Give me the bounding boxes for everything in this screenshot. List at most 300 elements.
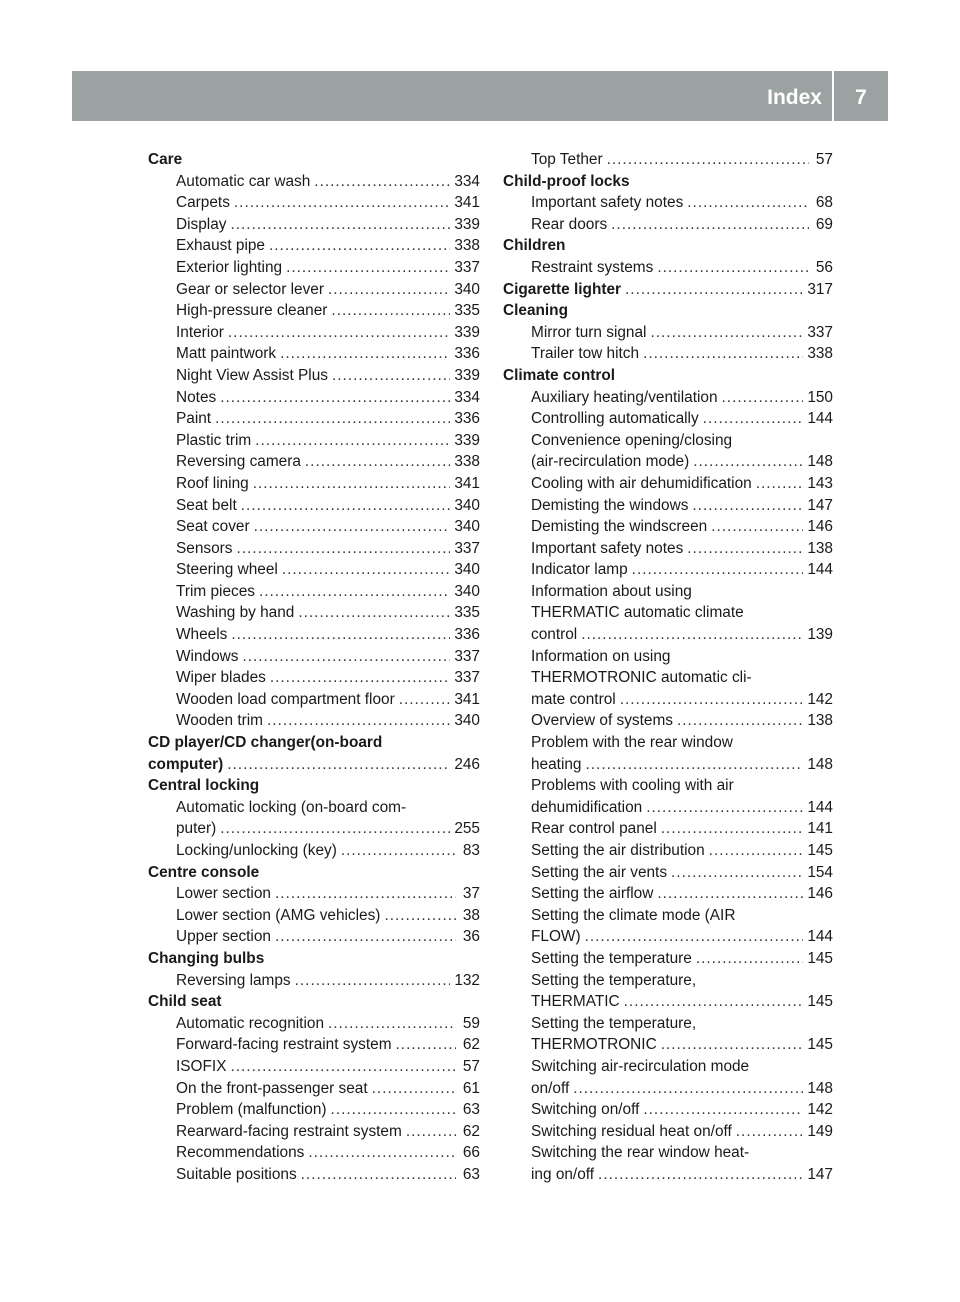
- dot-leader: [709, 840, 804, 862]
- dot-leader: [650, 322, 803, 344]
- index-subentry: [503, 905, 833, 927]
- entry-text: Automatic locking (on-board com-: [176, 798, 407, 816]
- index-subentry: [148, 905, 480, 927]
- entry-text: Lower section: [176, 885, 271, 903]
- index-subentry: [503, 624, 833, 646]
- entry-text: THERMATIC automatic climate: [531, 604, 744, 622]
- entry-text: Trailer tow hitch: [531, 345, 640, 363]
- dot-leader: [308, 1142, 456, 1164]
- index-subentry: [148, 1121, 480, 1143]
- entry-text: ing on/off: [531, 1165, 595, 1183]
- index-subentry: [503, 948, 833, 970]
- index-subentry: [148, 235, 480, 257]
- entry-text: Wooden load compartment floor: [176, 690, 395, 708]
- page-reference[interactable]: 317: [807, 280, 833, 298]
- index-subentry: [148, 624, 480, 646]
- page-reference[interactable]: 57: [815, 151, 833, 168]
- index-subentry: [503, 667, 833, 689]
- dot-leader: [255, 430, 450, 452]
- entry-text: Paint: [176, 410, 212, 428]
- entry-text: Setting the air vents: [531, 863, 668, 881]
- entry-text: Indicator lamp: [531, 561, 628, 579]
- entry-text: Auxiliary heating/ventilation: [531, 388, 718, 406]
- page-reference[interactable]: 149: [807, 1122, 833, 1140]
- dot-leader: [231, 624, 450, 646]
- page-reference[interactable]: 144: [807, 798, 833, 816]
- index-subentry: [503, 862, 833, 884]
- entry-text: Central locking: [148, 777, 260, 795]
- page-reference[interactable]: 334: [454, 172, 480, 190]
- entry-text: Suitable positions: [176, 1165, 297, 1183]
- entry-text: Rearward-facing restraint system: [176, 1122, 402, 1140]
- dot-leader: [736, 1121, 804, 1143]
- index-subentry: [148, 365, 480, 387]
- index-subentry: [503, 516, 833, 538]
- index-subentry: [503, 495, 833, 517]
- page-reference[interactable]: 146: [807, 518, 833, 536]
- page-reference[interactable]: 154: [807, 863, 833, 881]
- index-subentry: [148, 387, 480, 409]
- page-reference[interactable]: 142: [807, 690, 833, 708]
- index-subentry: [148, 840, 480, 862]
- entry-text: Setting the temperature,: [531, 971, 697, 989]
- index-subentry: [503, 473, 833, 495]
- entry-text: Important safety notes: [531, 539, 684, 557]
- dot-leader: [254, 516, 451, 538]
- page-reference[interactable]: 246: [454, 755, 480, 773]
- dot-leader: [234, 192, 450, 214]
- page-reference[interactable]: 61: [462, 1079, 480, 1097]
- dot-leader: [646, 797, 803, 819]
- page-reference[interactable]: 340: [454, 518, 480, 536]
- entry-text: On the front-passenger seat: [176, 1079, 368, 1097]
- page-reference[interactable]: 337: [454, 647, 480, 665]
- page-reference[interactable]: 336: [454, 410, 480, 428]
- section-title: Index: [767, 86, 822, 109]
- dot-leader: [236, 538, 450, 560]
- page-reference[interactable]: 337: [454, 539, 480, 557]
- index-heading: [148, 149, 480, 171]
- page-reference[interactable]: 62: [462, 1036, 480, 1054]
- page-reference[interactable]: 83: [462, 842, 480, 859]
- page-reference[interactable]: 141: [807, 820, 833, 838]
- dot-leader: [687, 192, 809, 214]
- index-subentry: [148, 279, 480, 301]
- entry-text: Wiper blades: [176, 669, 266, 687]
- page-reference[interactable]: 337: [454, 669, 480, 687]
- entry-text: THERMATIC: [531, 993, 620, 1011]
- page-reference[interactable]: 334: [454, 388, 480, 406]
- dot-leader: [643, 1099, 803, 1121]
- index-heading: [503, 279, 833, 301]
- page-reference[interactable]: 148: [807, 755, 833, 773]
- entry-text: Wooden trim: [176, 712, 263, 730]
- page-reference[interactable]: 340: [454, 561, 480, 579]
- index-subentry: [503, 343, 833, 365]
- entry-text: mate control: [531, 690, 616, 708]
- dot-leader: [661, 1034, 804, 1056]
- page-reference[interactable]: 145: [807, 993, 833, 1011]
- index-heading: [503, 171, 833, 193]
- index-subentry: [148, 430, 480, 452]
- dot-leader: [331, 1099, 456, 1121]
- page-reference[interactable]: 138: [807, 539, 833, 557]
- page-reference[interactable]: 63: [462, 1165, 480, 1183]
- index-subentry: [503, 602, 833, 624]
- index-subentry: [148, 689, 480, 711]
- page-reference[interactable]: 341: [454, 474, 480, 492]
- dot-leader: [711, 516, 803, 538]
- entry-text: Display: [176, 215, 227, 233]
- entry-text: Cigarette lighter: [503, 280, 622, 298]
- entry-text: Matt paintwork: [176, 345, 277, 363]
- index-subentry: [503, 408, 833, 430]
- index-subentry: [503, 754, 833, 776]
- entry-text: Cleaning: [503, 302, 568, 320]
- entry-text: puter): [176, 820, 217, 838]
- index-subentry: [503, 1164, 833, 1186]
- entry-text: Seat cover: [176, 518, 250, 536]
- entry-text: Demisting the windscreen: [531, 518, 708, 536]
- entry-text: Night View Assist Plus: [176, 366, 328, 384]
- page-reference[interactable]: 339: [454, 215, 480, 233]
- page-reference[interactable]: 150: [807, 388, 833, 406]
- page-reference[interactable]: 255: [454, 820, 480, 838]
- dot-leader: [722, 387, 804, 409]
- entry-text: Important safety notes: [531, 194, 684, 212]
- index-subentry: [503, 732, 833, 754]
- entry-text: Plastic trim: [176, 431, 252, 449]
- dot-leader: [586, 754, 804, 776]
- entry-text: Care: [148, 151, 183, 168]
- dot-leader: [661, 818, 804, 840]
- entry-text: Locking/unlocking (key): [176, 842, 337, 859]
- page-reference[interactable]: 68: [815, 194, 833, 212]
- index-subentry: [503, 883, 833, 905]
- index-subentry: [148, 408, 480, 430]
- index-subentry: [503, 775, 833, 797]
- entry-text: Upper section: [176, 928, 271, 946]
- index-subentry: [503, 1056, 833, 1078]
- index-heading: [148, 732, 480, 754]
- dot-leader: [632, 559, 804, 581]
- page-reference[interactable]: 57: [462, 1057, 480, 1075]
- dot-leader: [267, 710, 450, 732]
- entry-text: Automatic recognition: [176, 1014, 324, 1032]
- index-subentry: [503, 991, 833, 1013]
- index-heading: [503, 365, 833, 387]
- entry-text: dehumidification: [531, 798, 643, 816]
- dot-leader: [253, 473, 451, 495]
- entry-text: Mirror turn signal: [531, 323, 647, 341]
- index-subentry: [148, 926, 480, 948]
- dot-leader: [399, 689, 451, 711]
- entry-text: Automatic car wash: [176, 172, 311, 190]
- dot-leader: [687, 538, 803, 560]
- index-subentry: [503, 840, 833, 862]
- entry-text: computer): [148, 755, 224, 773]
- dot-leader: [657, 883, 803, 905]
- page-reference[interactable]: 142: [807, 1101, 833, 1119]
- index-subentry: [503, 581, 833, 603]
- page-reference[interactable]: 338: [454, 453, 480, 471]
- index-subentry: [148, 473, 480, 495]
- page-reference[interactable]: 338: [454, 237, 480, 255]
- page-reference[interactable]: 62: [462, 1122, 480, 1140]
- page-reference[interactable]: 335: [454, 604, 480, 622]
- entry-text: Centre console: [148, 863, 260, 881]
- page-reference[interactable]: 340: [454, 712, 480, 730]
- page-reference[interactable]: 145: [807, 949, 833, 967]
- index-subentry: [503, 797, 833, 819]
- dot-leader: [341, 840, 456, 862]
- index-subentry: [148, 646, 480, 668]
- dot-leader: [585, 926, 804, 948]
- entry-text: THERMOTRONIC: [531, 1036, 657, 1054]
- dot-leader: [269, 235, 450, 257]
- entry-text: Information about using: [531, 582, 692, 600]
- index-subentry: [503, 710, 833, 732]
- dot-leader: [259, 581, 450, 603]
- entry-text: Switching on/off: [531, 1101, 640, 1119]
- index-subentry: [148, 1142, 480, 1164]
- index-subentry: [503, 1078, 833, 1100]
- entry-text: Rear doors: [531, 215, 608, 233]
- index-subentry: [503, 1121, 833, 1143]
- page-reference[interactable]: 144: [807, 561, 833, 579]
- dot-leader: [275, 926, 456, 948]
- entry-text: Rear control panel: [531, 820, 657, 838]
- index-subentry: [503, 192, 833, 214]
- entry-text: Steering wheel: [176, 561, 278, 579]
- page-reference[interactable]: 146: [807, 885, 833, 903]
- entry-text: High-pressure cleaner: [176, 302, 328, 320]
- dot-leader: [677, 710, 803, 732]
- entry-text: ISOFIX: [176, 1057, 227, 1075]
- index-subentry: [148, 451, 480, 473]
- entry-text: on/off: [531, 1079, 570, 1097]
- dot-leader: [384, 905, 456, 927]
- index-subentry: [148, 538, 480, 560]
- dot-leader: [703, 408, 804, 430]
- page-reference[interactable]: 59: [462, 1014, 480, 1032]
- page-reference[interactable]: 339: [454, 366, 480, 384]
- index-subentry: [148, 516, 480, 538]
- dot-leader: [328, 279, 450, 301]
- entry-text: Setting the temperature: [531, 949, 692, 967]
- page-reference[interactable]: 69: [815, 215, 833, 233]
- dot-leader: [241, 495, 451, 517]
- entry-text: Exterior lighting: [176, 258, 283, 276]
- dot-leader: [228, 322, 450, 344]
- index-heading: [503, 235, 833, 257]
- index-subentry: [148, 970, 480, 992]
- page-reference[interactable]: 147: [807, 496, 833, 514]
- dot-leader: [396, 1034, 456, 1056]
- dot-leader: [227, 754, 450, 776]
- page-reference[interactable]: 340: [454, 582, 480, 600]
- entry-text: Gear or selector lever: [176, 280, 324, 298]
- index-subentry: [148, 1056, 480, 1078]
- dot-leader: [611, 214, 809, 236]
- entry-text: Lower section (AMG vehicles): [176, 906, 381, 924]
- index-subentry: [503, 214, 833, 236]
- index-subentry: [148, 667, 480, 689]
- index-subentry: [148, 343, 480, 365]
- index-heading: [148, 991, 480, 1013]
- page-reference[interactable]: 339: [454, 323, 480, 341]
- entry-text: Setting the temperature,: [531, 1014, 697, 1032]
- entry-text: Notes: [176, 388, 217, 406]
- page-reference[interactable]: 36: [462, 928, 480, 946]
- page-reference[interactable]: 335: [454, 302, 480, 320]
- dot-leader: [693, 451, 803, 473]
- page-reference[interactable]: 341: [454, 194, 480, 212]
- page-reference[interactable]: 144: [807, 410, 833, 428]
- page-reference[interactable]: 148: [807, 453, 833, 471]
- dot-leader: [230, 1056, 456, 1078]
- entry-text: Reversing camera: [176, 453, 301, 471]
- page-reference[interactable]: 336: [454, 626, 480, 644]
- dot-leader: [286, 257, 450, 279]
- dot-leader: [756, 473, 804, 495]
- entry-text: heating: [531, 755, 582, 773]
- index-subentry: [503, 451, 833, 473]
- entry-text: Wheels: [176, 626, 228, 644]
- dot-leader: [372, 1078, 456, 1100]
- entry-text: Setting the air distribution: [531, 842, 705, 859]
- index-subentry: [148, 883, 480, 905]
- dot-leader: [624, 991, 804, 1013]
- entry-text: Forward-facing restraint system: [176, 1036, 392, 1054]
- index-subentry: [503, 430, 833, 452]
- index-subentry: [148, 495, 480, 517]
- index-subentry: [148, 1034, 480, 1056]
- index-subentry: [503, 322, 833, 344]
- page-reference[interactable]: 138: [807, 712, 833, 730]
- entry-text: CD player/CD changer(on-board: [148, 734, 383, 752]
- index-subentry: [148, 559, 480, 581]
- page-reference[interactable]: 340: [454, 280, 480, 298]
- dot-leader: [220, 387, 450, 409]
- index-subentry: [503, 538, 833, 560]
- entry-text: Setting the climate mode (AIR: [531, 906, 736, 924]
- index-subentry: [148, 1013, 480, 1035]
- entry-text: (air-recirculation mode): [531, 453, 690, 471]
- dot-leader: [620, 689, 804, 711]
- index-subentry: [503, 1142, 833, 1164]
- page-reference[interactable]: 339: [454, 431, 480, 449]
- entry-text: Overview of systems: [531, 712, 673, 730]
- entry-text: Top Tether: [531, 151, 603, 168]
- entry-text: Carpets: [176, 194, 230, 212]
- page-reference[interactable]: 143: [807, 474, 833, 492]
- index-column-right: [503, 149, 833, 1186]
- index-subentry: [503, 149, 833, 171]
- entry-text: Switching the rear window heat-: [531, 1144, 750, 1162]
- entry-text: Child seat: [148, 993, 222, 1011]
- page-reference[interactable]: 145: [807, 1036, 833, 1054]
- page-reference[interactable]: 66: [462, 1144, 480, 1162]
- entry-text: THERMOTRONIC automatic cli-: [531, 669, 752, 687]
- index-heading: [148, 775, 480, 797]
- page-reference[interactable]: 338: [807, 345, 833, 363]
- page-reference[interactable]: 144: [807, 928, 833, 946]
- index-subentry: [148, 322, 480, 344]
- index-subentry: [148, 602, 480, 624]
- page-reference[interactable]: 139: [807, 626, 833, 644]
- dot-leader: [328, 1013, 456, 1035]
- entry-text: control: [531, 626, 578, 644]
- entry-text: Controlling automatically: [531, 410, 699, 428]
- entry-text: Problems with cooling with air: [531, 777, 734, 795]
- page-reference[interactable]: 38: [462, 906, 480, 924]
- index-heading: [148, 754, 480, 776]
- page-reference[interactable]: 37: [462, 885, 480, 903]
- entry-text: Sensors: [176, 539, 233, 557]
- dot-leader: [298, 602, 450, 624]
- page-reference[interactable]: 337: [807, 323, 833, 341]
- page-reference[interactable]: 56: [815, 258, 833, 276]
- page-reference[interactable]: 132: [454, 971, 480, 989]
- dot-leader: [573, 1078, 803, 1100]
- page-reference[interactable]: 337: [454, 258, 480, 276]
- dot-leader: [220, 818, 450, 840]
- dot-leader: [598, 1164, 803, 1186]
- index-column-left: [148, 149, 480, 1186]
- index-subentry: [148, 192, 480, 214]
- dot-leader: [696, 948, 803, 970]
- page-reference[interactable]: 145: [807, 842, 833, 859]
- page-reference[interactable]: 340: [454, 496, 480, 514]
- index-subentry: [148, 171, 480, 193]
- entry-text: Switching air-recirculation mode: [531, 1057, 750, 1075]
- dot-leader: [625, 279, 803, 301]
- page-reference[interactable]: 63: [462, 1101, 480, 1119]
- page-reference[interactable]: 147: [807, 1165, 833, 1183]
- page-reference[interactable]: 336: [454, 345, 480, 363]
- dot-leader: [301, 1164, 456, 1186]
- index-subentry: [148, 214, 480, 236]
- dot-leader: [270, 667, 450, 689]
- dot-leader: [692, 495, 803, 517]
- index-heading: [148, 862, 480, 884]
- index-subentry: [148, 797, 480, 819]
- dot-leader: [275, 883, 456, 905]
- entry-text: Exhaust pipe: [176, 237, 265, 255]
- index-subentry: [148, 1099, 480, 1121]
- entry-text: Demisting the windows: [531, 496, 689, 514]
- dot-leader: [607, 149, 809, 171]
- entry-text: Convenience opening/closing: [531, 431, 733, 449]
- dot-leader: [581, 624, 803, 646]
- entry-text: Switching residual heat on/off: [531, 1122, 732, 1140]
- dot-leader: [671, 862, 803, 884]
- dot-leader: [242, 646, 450, 668]
- index-subentry: [503, 1034, 833, 1056]
- dot-leader: [305, 451, 450, 473]
- index-subentry: [148, 581, 480, 603]
- dot-leader: [280, 343, 450, 365]
- index-subentry: [148, 300, 480, 322]
- index-heading: [503, 300, 833, 322]
- entry-text: Setting the airflow: [531, 885, 654, 903]
- dot-leader: [332, 365, 450, 387]
- page-reference[interactable]: 148: [807, 1079, 833, 1097]
- index-subentry: [503, 387, 833, 409]
- page-reference[interactable]: 341: [454, 690, 480, 708]
- dot-leader: [406, 1121, 456, 1143]
